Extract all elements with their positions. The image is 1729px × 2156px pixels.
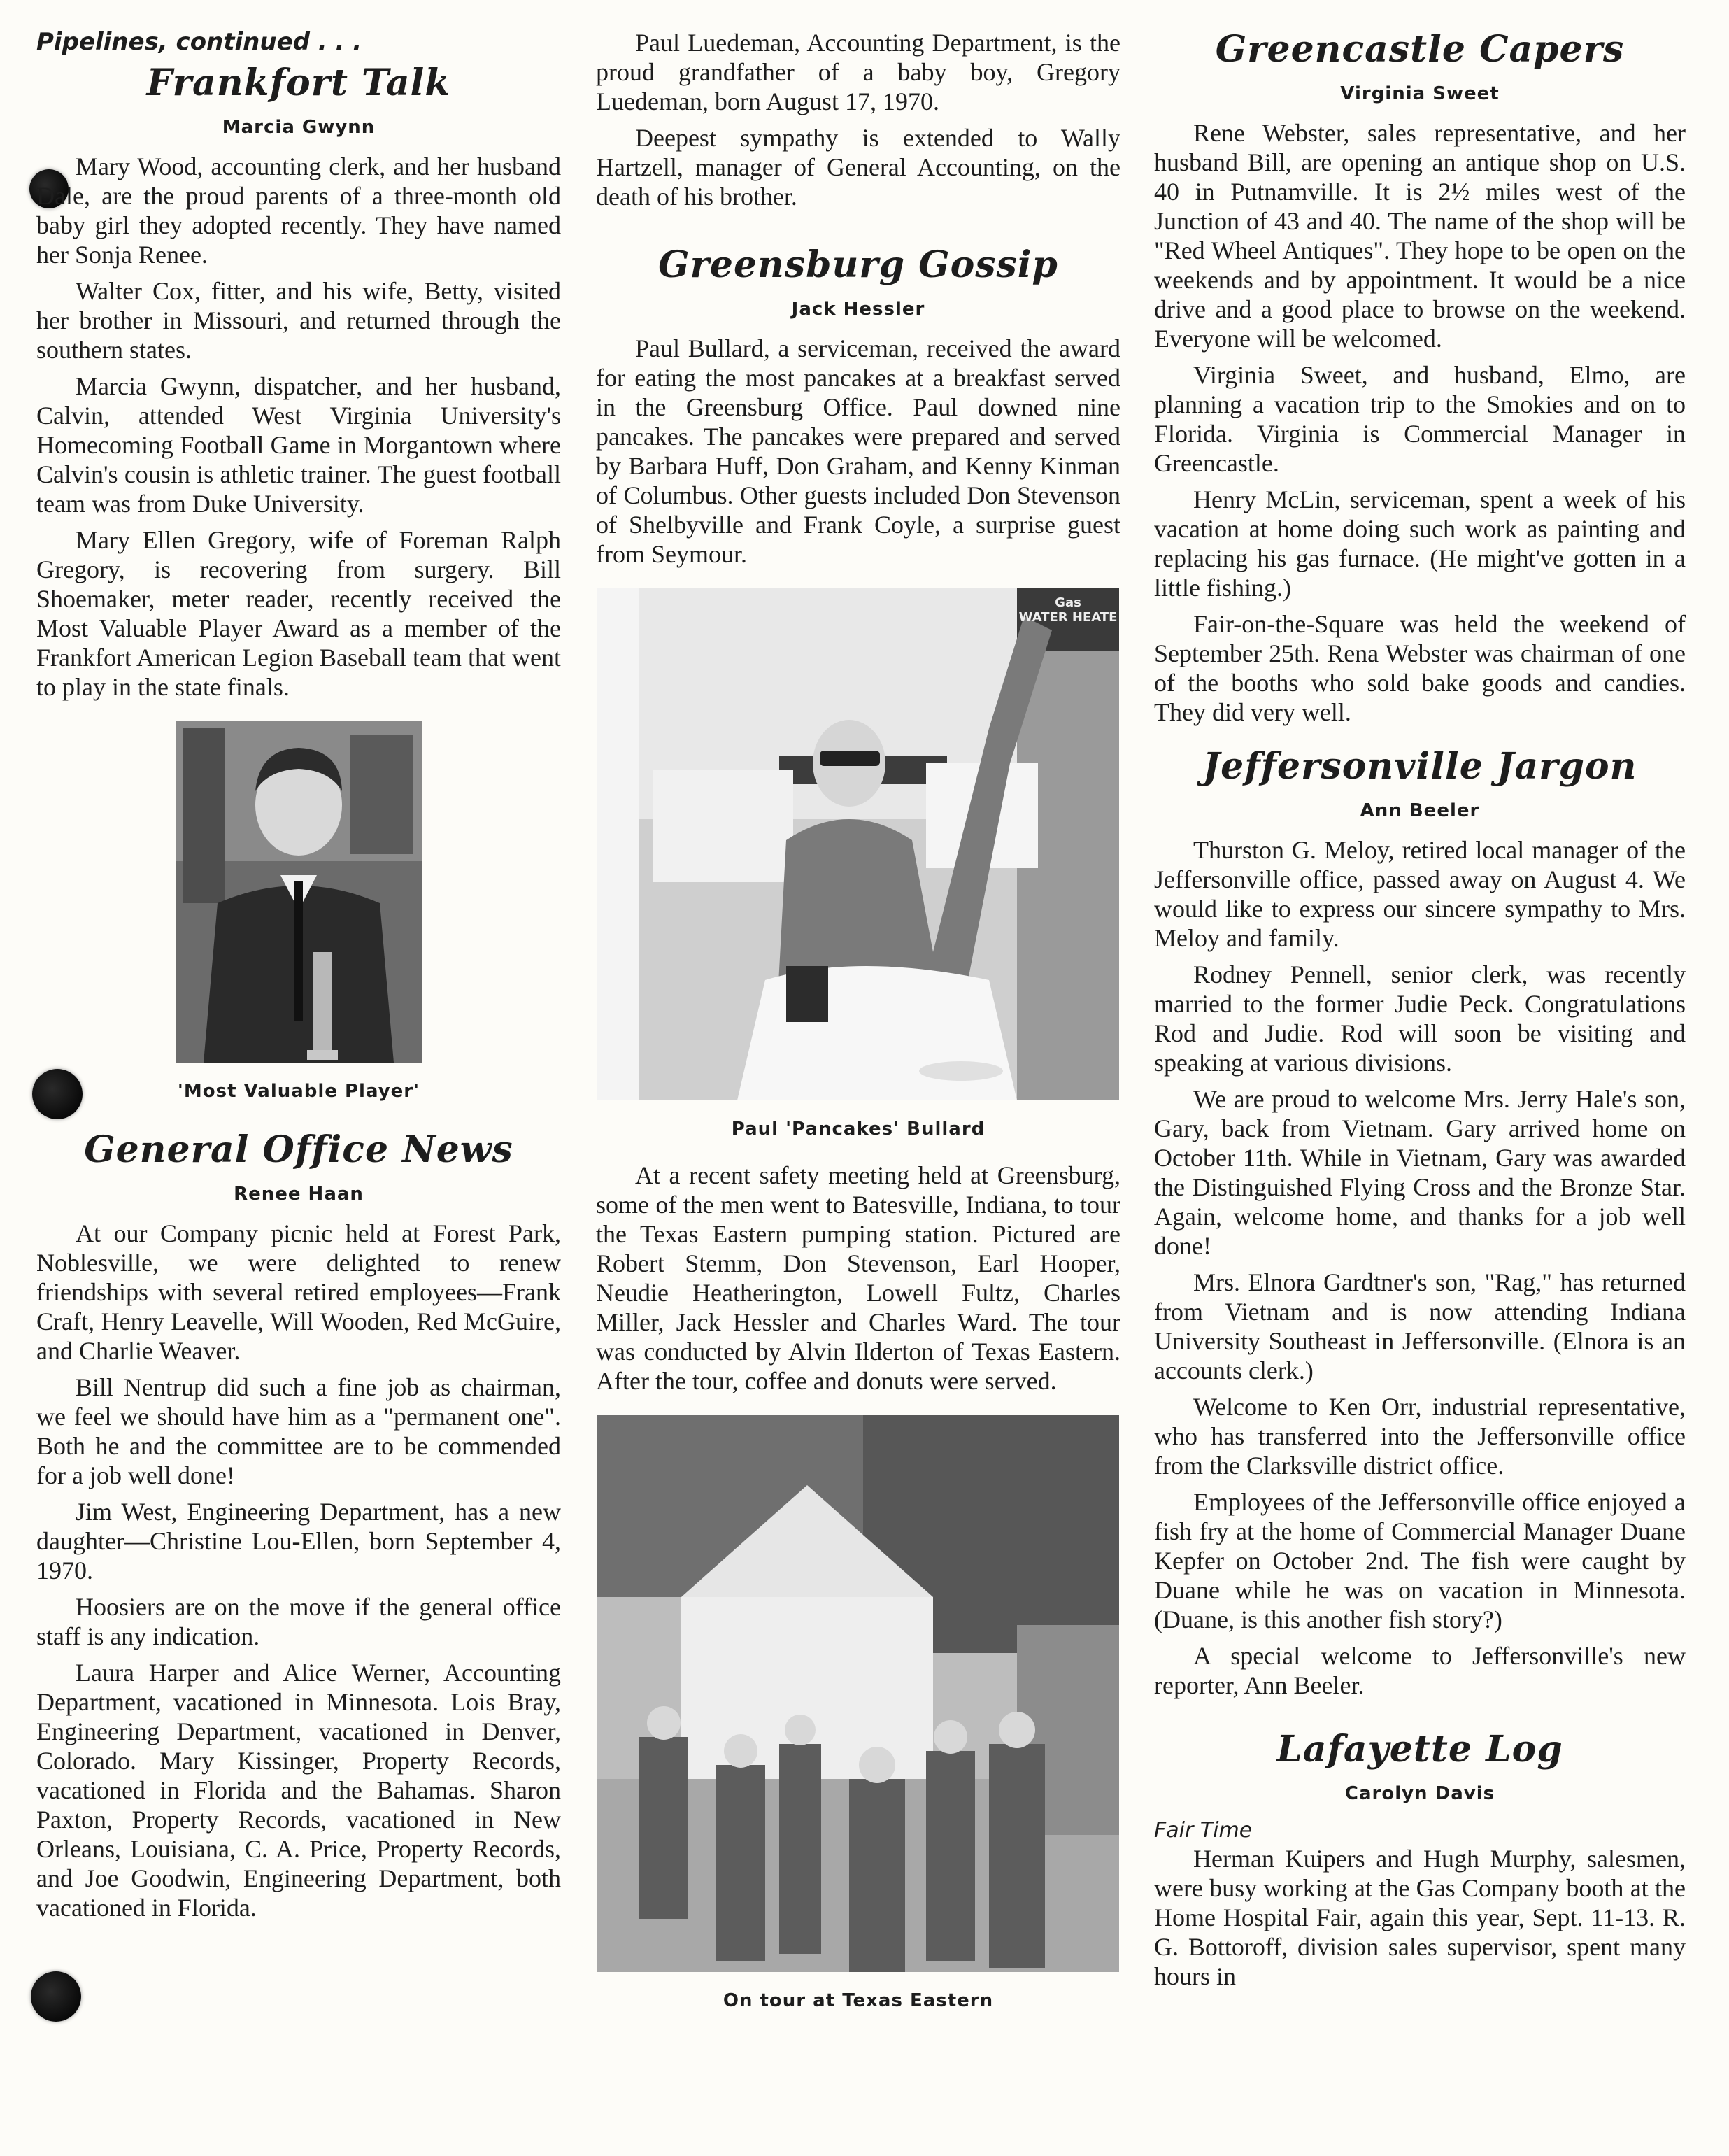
paragraph: Mary Ellen Gregory, wife of Foreman Ralph Gregory, is recovering from surgery. Bill Shoemaker, meter reader, recently received the Most Valuable Player Award as a member of the Frankfort American Legion Baseball team that went to play in the state finals. bbox=[36, 526, 561, 701]
byline: Ann Beeler bbox=[1360, 800, 1480, 821]
paragraph: Marcia Gwynn, dispatcher, and her husband, Calvin, attended West Virginia University's Homecoming Football Game in Morgantown where Calvin's cousin is athletic trainer. The guest football team was from Duke University. bbox=[36, 372, 561, 518]
mvp-photo-image bbox=[176, 721, 422, 1063]
frankfort-section bbox=[36, 62, 561, 1102]
general-office-section bbox=[36, 1128, 561, 1922]
greensburg-section bbox=[596, 243, 1120, 2011]
paragraph: Jim West, Engineering Department, has a new daughter—Christine Lou-Ellen, born September 4, 1970. bbox=[36, 1498, 561, 1584]
paragraph: Walter Cox, fitter, and his wife, Betty, visited her brother in Missouri, and returned through the southern states. bbox=[36, 277, 561, 364]
column-2 bbox=[596, 28, 1120, 2032]
paragraph: We are proud to welcome Mrs. Jerry Hale's son, Gary, back from Vietnam. Gary arrived home on October 11th. While in Vietnam, Gary was awarded the Distinguished Flying Cross and the Bronze Star. Again, welcome home, and thanks for a job well done! bbox=[1154, 1085, 1686, 1260]
section-title: Lafayette Log bbox=[1276, 1728, 1563, 1771]
paragraph: At our Company picnic held at Forest Park, Noblesville, we were delighted to renew friendships with several retired employees—Frank Craft, Henry Leavelle, Will Wooden, Red McGuire, and Charlie Weaver. bbox=[36, 1219, 561, 1365]
photo-caption: On tour at Texas Eastern bbox=[723, 1990, 994, 2011]
paragraph: Mary Wood, accounting clerk, and her husband Dale, are the proud parents of a three-month old baby girl they adopted recently. They have named her Sonja Renee. bbox=[36, 153, 561, 269]
section-title: Greensburg Gossip bbox=[658, 243, 1058, 286]
paragraph: Henry McLin, serviceman, spent a week of his vacation at home doing such work as painting and replacing his gas furnace. (He might've gotten in a little fishing.) bbox=[1154, 485, 1686, 602]
paragraph: A special welcome to Jeffersonville's new reporter, Ann Beeler. bbox=[1154, 1642, 1686, 1699]
photo-caption: 'Most Valuable Player' bbox=[177, 1081, 420, 1102]
pancakes-photo bbox=[597, 588, 1119, 1100]
byline: Jack Hessler bbox=[791, 299, 925, 320]
lafayette-section bbox=[1154, 1728, 1686, 1991]
section-title: General Office News bbox=[84, 1128, 513, 1171]
byline: Virginia Sweet bbox=[1340, 83, 1500, 104]
texas-eastern-photo bbox=[597, 1415, 1119, 1972]
paragraph: Deepest sympathy is extended to Wally Hartzell, manager of General Accounting, on the death of his brother. bbox=[596, 124, 1120, 211]
paragraph: At a recent safety meeting held at Greensburg, some of the men went to Batesville, Indiana, to tour the Texas Eastern pumping station. Pictured are Robert Stemm, Don Stevenson, Earl Hooper, Neudie Heatherington, Lowell Fultz, Charles Miller, Jack Hessler and Charles Ward. The tour was conducted by Alvin Ilderton of Texas Eastern. After the tour, coffee and donuts were served. bbox=[596, 1161, 1120, 1395]
paragraph: Herman Kuipers and Hugh Murphy, salesmen, were busy working at the Gas Company booth at the Home Hospital Fair, again this year, Sept. 11-13. R. G. Bottoroff, division sales supervisor, spent many hours in bbox=[1154, 1845, 1686, 1990]
continued-kicker: Pipelines, continued . . . bbox=[36, 28, 362, 56]
paragraph: Welcome to Ken Orr, industrial representative, who has transferred into the Jeffersonville office from the Clarksville district office. bbox=[1154, 1393, 1686, 1480]
column-3 bbox=[1154, 28, 1686, 1998]
gas-sign: Gas WATER HEATE bbox=[1018, 595, 1118, 625]
paragraph: Mrs. Elnora Gardtner's son, "Rag," has returned from Vietnam and is now attending Indiana University Southeast in Jeffersonville. (Elnora is an accounts clerk.) bbox=[1154, 1268, 1686, 1384]
punch-hole-bottom bbox=[31, 1971, 81, 2022]
paragraph: Paul Bullard, a serviceman, received the award for eating the most pancakes at a breakfast served in the Greensburg Office. Paul downed nine pancakes. The pancakes were prepared and served by Barbara Huff, Don Graham, and Kenny Kinman of Columbus. Other guests included Don Stevenson of Shelbyville and Frank Coyle, a surprise guest from Seymour. bbox=[596, 334, 1120, 568]
paragraph: Rene Webster, sales representative, and her husband Bill, are opening an antique shop on U.S. 40 in Putnamville. It is 2½ miles west of the Junction of 43 and 40. The name of the shop will be "Red Wheel Antiques". They hope to be open on the weekends and by appointment. It would be a nice drive and a good place to browse on the weekend. Everyone will be welcomed. bbox=[1154, 119, 1686, 353]
section-title: Greencastle Capers bbox=[1215, 28, 1625, 71]
paragraph: Virginia Sweet, and husband, Elmo, are planning a vacation trip to the Smokies and on to Florida. Virginia is Commercial Manager in Greencastle. bbox=[1154, 361, 1686, 477]
jeffersonville-section bbox=[1154, 745, 1686, 1700]
photo-caption: Paul 'Pancakes' Bullard bbox=[731, 1119, 986, 1140]
paragraph: Hoosiers are on the move if the general office staff is any indication. bbox=[36, 1593, 561, 1650]
paragraph: Thurston G. Meloy, retired local manager of the Jeffersonville office, passed away on August 4. We would like to express our sincere sympathy to Mrs. Meloy and family. bbox=[1154, 836, 1686, 952]
greencastle-section bbox=[1154, 28, 1686, 727]
section-title: Jeffersonville Jargon bbox=[1202, 745, 1637, 788]
paragraph: Employees of the Jeffersonville office enjoyed a fish fry at the home of Commercial Manager Duane Kepfer on October 2nd. The fish were caught by Duane while he was on vacation in Minnesota. (Duane, is this another fish story?) bbox=[1154, 1488, 1686, 1633]
column-1 bbox=[36, 28, 561, 1929]
paragraph: Bill Nentrup did such a fine job as chairman, we feel we should have him as a "permanent one". Both he and the committee are to be commended for a job well done! bbox=[36, 1373, 561, 1489]
section-title: Frankfort Talk bbox=[146, 62, 451, 104]
byline: Marcia Gwynn bbox=[222, 117, 376, 138]
byline: Renee Haan bbox=[234, 1184, 364, 1205]
paragraph: Paul Luedeman, Accounting Department, is the proud grandfather of a baby boy, Gregory Luedeman, born August 17, 1970. bbox=[596, 29, 1120, 115]
pancakes-photo-image bbox=[597, 588, 1119, 1100]
subhead: Fair Time bbox=[1154, 1818, 1253, 1843]
paragraph: Laura Harper and Alice Werner, Accounting Department, vacationed in Minnesota. Lois Bray, Engineering Department, vacationed in Denver, Colorado. Mary Kissinger, Property Records, vacationed in Florida and the Bahamas. Sharon Paxton, Property Records, vacationed in New Orleans, Louisiana, C. A. Price, Property Records, and Joe Goodwin, Engineering Department, both vacationed in Florida. bbox=[36, 1659, 561, 1922]
mvp-photo bbox=[176, 721, 422, 1063]
texas-eastern-photo-image bbox=[597, 1415, 1119, 1972]
paragraph: Fair-on-the-Square was held the weekend of September 25th. Rena Webster was chairman of one of the booths who sold bake goods and candies. They did very well. bbox=[1154, 610, 1686, 726]
paragraph: Rodney Pennell, senior clerk, was recently married to the former Judie Peck. Congratulations Rod and Judie. Rod will soon be visiting and speaking at various divisions. bbox=[1154, 960, 1686, 1077]
byline: Carolyn Davis bbox=[1344, 1783, 1495, 1804]
